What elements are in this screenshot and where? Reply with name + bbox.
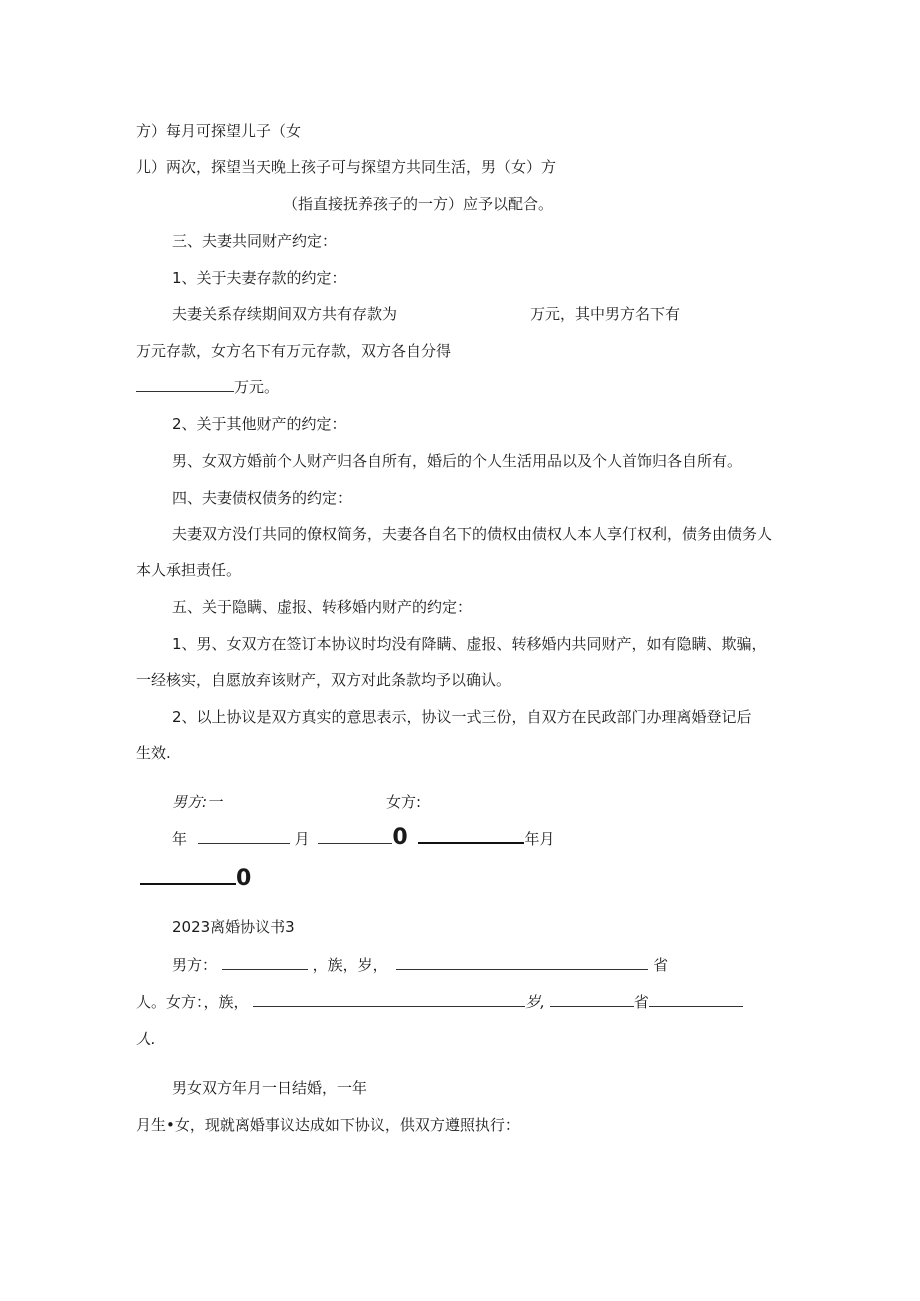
blank-field: [222, 955, 308, 970]
paragraph-line: 儿）两次，探望当天晚上孩子可与探望方共同生活，男（女）方: [136, 158, 557, 176]
paragraph-line: 1、男、女双方在签订本协议时均没有降瞒、虚报、转移婚内共同财产，如有隐瞒、欺骗，: [172, 635, 767, 653]
paragraph-line: 月生•女，现就离婚事议达成如下协议，供双方遵照执行：: [136, 1116, 520, 1134]
blank-field: [253, 992, 525, 1007]
female-party-line: 人。女方：，族， 岁, 省: [136, 992, 743, 1012]
section-heading: 四、夫妻债权债务的约定：: [172, 489, 353, 507]
blank-field: [140, 869, 236, 885]
deposit-amount-line: 万元。: [136, 377, 279, 397]
section-heading: 三、夫妻共同财产约定：: [172, 232, 338, 250]
paragraph-line: 2、以上协议是双方真实的意思表示，协议一式三份，自双方在民政部门办理离婚登记后: [172, 708, 752, 726]
section-heading: 五、关于隐瞒、虚报、转移婚内财产的约定：: [172, 598, 473, 616]
paragraph-line: 方）每月可探望儿子（女: [136, 122, 302, 140]
blank-field: [649, 992, 743, 1007]
paragraph-line: 夫妻双方没仃共同的僚权简务，夫妻各自名下的债权由债权人本人享仃权利，债务由债务人: [172, 525, 773, 543]
paragraph-line: 生效.: [136, 744, 171, 762]
paragraph-line: 人.: [136, 1030, 156, 1048]
paragraph-line: 男女双方年月一日结婚，一年: [172, 1079, 368, 1097]
date-line: 0: [140, 869, 251, 890]
paragraph-line: 本人承担责任。: [136, 561, 242, 579]
deposit-text: 夫妻关系存续期间双方共有存款为: [172, 305, 398, 323]
blank-field: [550, 992, 634, 1007]
signature-female: 女方:: [386, 793, 422, 811]
subsection-heading: 1、关于夫妻存款的约定：: [172, 269, 347, 287]
paragraph-line: 一经核实，自愿放弃该财产，双方对此条款均予以确认。: [136, 671, 512, 689]
male-party-line: 男方： ，族，岁， 省: [172, 956, 669, 974]
deposit-text: 万元，其中男方名下有: [530, 305, 681, 323]
paragraph-line: （指直接抚养孩子的一方）应予以配合。: [283, 195, 554, 213]
blank-field: [318, 829, 392, 844]
agreement-title: 2023离婚协议书3: [172, 918, 295, 936]
blank-field: [198, 829, 290, 844]
subsection-heading: 2、关于其他财产的约定：: [172, 415, 347, 433]
date-line: 年 月 0 年月: [172, 825, 555, 850]
deposit-text: 万元存款，女方名下有万元存款，双方各自分得: [136, 342, 452, 360]
blank-field: [136, 377, 234, 392]
blank-field: [396, 955, 648, 970]
blank-field: [418, 828, 524, 844]
signature-male: 男方:一: [172, 793, 223, 811]
paragraph-line: 男、女双方婚前个人财产归各自所有，婚后的个人生活用品以及个人首饰归各自所有。: [172, 452, 743, 470]
